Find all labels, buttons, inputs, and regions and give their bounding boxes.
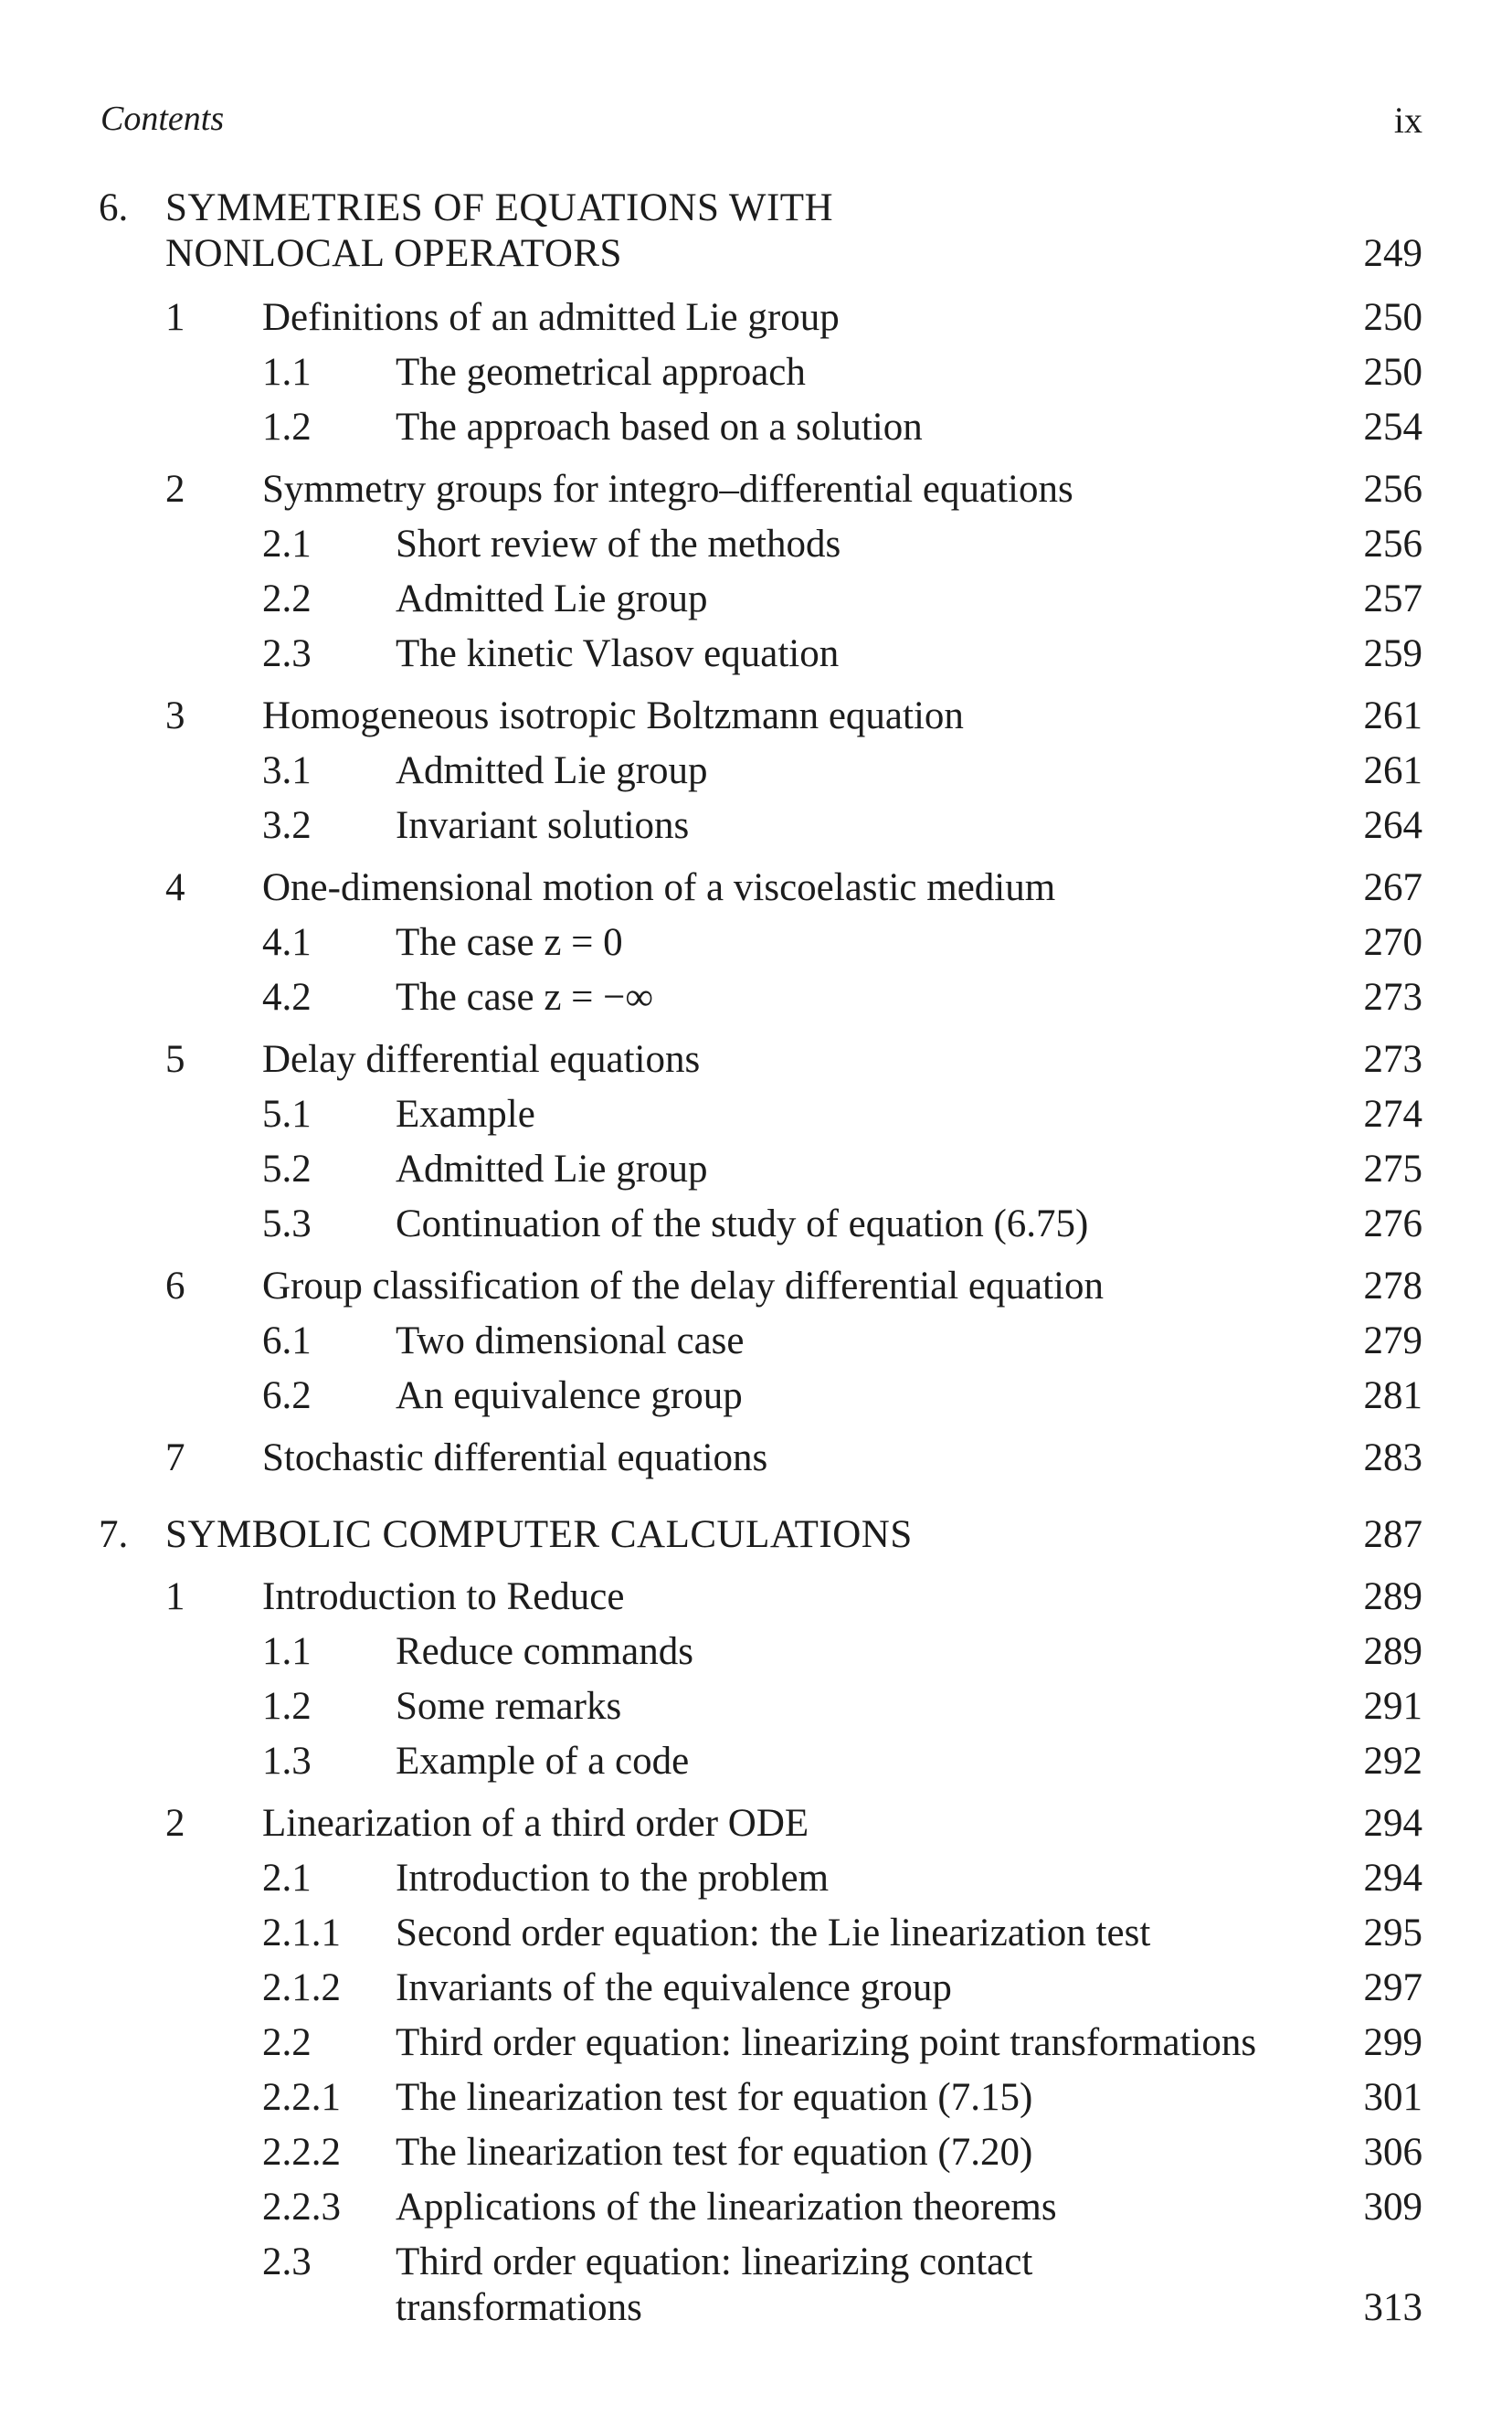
subsection-number: 2.1 xyxy=(262,1857,312,1900)
subsection-page: 273 xyxy=(1363,976,1422,1019)
subsection-number: 1.2 xyxy=(262,1685,312,1728)
subsection-page: 254 xyxy=(1363,406,1422,449)
subsection-number: 5.2 xyxy=(262,1148,312,1191)
subsection-number: 5.3 xyxy=(262,1202,312,1245)
section-number: 5 xyxy=(165,1038,185,1081)
subsection-page: 264 xyxy=(1363,804,1422,847)
subsection-page: 274 xyxy=(1363,1093,1422,1136)
subsection-title: The linearization test for equation (7.15) xyxy=(396,2076,1033,2119)
section-title: Group classification of the delay differential equation xyxy=(262,1265,1104,1308)
subsection-number: 3.1 xyxy=(262,749,312,792)
chapter-page: 287 xyxy=(1363,1513,1422,1556)
subsection-title: Example of a code xyxy=(396,1740,690,1783)
section-page: 267 xyxy=(1363,866,1422,909)
subsection-title: Two dimensional case xyxy=(396,1319,745,1362)
toc-entry-6-5-3 xyxy=(0,1197,1512,1252)
subsection-page: 313 xyxy=(1363,2286,1422,2329)
subsection-page: 297 xyxy=(1363,1966,1422,2009)
subsection-title: The kinetic Vlasov equation xyxy=(396,632,840,675)
section-title: Linearization of a third order ODE xyxy=(262,1802,809,1845)
subsection-title: Continuation of the study of equation (6.75) xyxy=(396,1202,1089,1245)
subsection-page: 301 xyxy=(1363,2076,1422,2119)
subsection-title: Invariant solutions xyxy=(396,804,690,847)
subsection-page: 299 xyxy=(1363,2021,1422,2064)
toc-entry-7-2-1 xyxy=(0,1851,1512,1906)
section-page: 283 xyxy=(1363,1436,1422,1479)
toc-entry-6-3-2 xyxy=(0,799,1512,853)
toc-entry-6-7 xyxy=(0,1431,1512,1486)
subsection-title: Introduction to the problem xyxy=(396,1857,830,1900)
chapter-title: SYMMETRIES OF EQUATIONS WITH xyxy=(165,186,834,229)
toc-entry-6-4-2 xyxy=(0,970,1512,1025)
subsection-page: 289 xyxy=(1363,1630,1422,1673)
subsection-title: The geometrical approach xyxy=(396,351,806,394)
subsection-page: 294 xyxy=(1363,1857,1422,1900)
section-page: 278 xyxy=(1363,1265,1422,1308)
subsection-page: 259 xyxy=(1363,632,1422,675)
section-number: 3 xyxy=(165,694,185,737)
toc-entry-6-1-1 xyxy=(0,345,1512,400)
subsection-number: 2.2 xyxy=(262,577,312,620)
toc-entry-7-2-2-3 xyxy=(0,2180,1512,2235)
subsection-page: 292 xyxy=(1363,1740,1422,1783)
subsection-title: Invariants of the equivalence group xyxy=(396,1966,952,2009)
toc-entry-6-2-3 xyxy=(0,627,1512,682)
subsection-title: Third order equation: linearizing point transformations xyxy=(396,2021,1257,2064)
toc-entry-6-6-2 xyxy=(0,1369,1512,1424)
subsection-number: 2.2 xyxy=(262,2021,312,2064)
subsection-number: 1.3 xyxy=(262,1740,312,1783)
toc-entry-6-1-2 xyxy=(0,400,1512,455)
chapter-page: 249 xyxy=(1363,232,1422,275)
toc-entry-7-1-1 xyxy=(0,1625,1512,1679)
subsection-page: 270 xyxy=(1363,921,1422,964)
chapter-number: 7. xyxy=(99,1513,129,1556)
toc-entry-6-4-1 xyxy=(0,916,1512,970)
subsection-title: The approach based on a solution xyxy=(396,406,923,449)
subsection-title: Third order equation: linearizing contact xyxy=(396,2240,1033,2283)
subsection-page: 295 xyxy=(1363,1912,1422,1954)
toc-entry-6-5 xyxy=(0,1033,1512,1087)
toc-entry-6-6 xyxy=(0,1259,1512,1314)
toc-entry-6-5-2 xyxy=(0,1142,1512,1197)
section-page: 289 xyxy=(1363,1575,1422,1618)
toc-entry-7-2-2-1 xyxy=(0,2071,1512,2125)
subsection-page: 276 xyxy=(1363,1202,1422,1245)
toc-entry-7-2-2-2 xyxy=(0,2125,1512,2180)
subsection-number: 2.2.1 xyxy=(262,2076,341,2119)
section-title: Delay differential equations xyxy=(262,1038,701,1081)
subsection-number: 1.1 xyxy=(262,1630,312,1673)
subsection-number: 2.2.2 xyxy=(262,2131,341,2174)
subsection-number: 1.1 xyxy=(262,351,312,394)
subsection-number: 2.3 xyxy=(262,2240,312,2283)
subsection-title: The case z = 0 xyxy=(396,921,623,964)
toc-entry-7-2-1-2 xyxy=(0,1961,1512,2016)
subsection-page: 257 xyxy=(1363,577,1422,620)
subsection-title: The case z = −∞ xyxy=(396,976,654,1019)
section-title: Introduction to Reduce xyxy=(262,1575,625,1618)
subsection-number: 3.2 xyxy=(262,804,312,847)
section-title: Symmetry groups for integro–differential equations xyxy=(262,468,1073,511)
toc-entry-7-1-3 xyxy=(0,1734,1512,1789)
section-title: One-dimensional motion of a viscoelastic medium xyxy=(262,866,1056,909)
subsection-title: The linearization test for equation (7.20) xyxy=(396,2131,1033,2174)
chapter-title: NONLOCAL OPERATORS xyxy=(165,232,622,275)
subsection-number: 1.2 xyxy=(262,406,312,449)
subsection-page: 281 xyxy=(1363,1374,1422,1417)
subsection-title: Some remarks xyxy=(396,1685,622,1728)
section-number: 6 xyxy=(165,1265,185,1308)
subsection-page: 275 xyxy=(1363,1148,1422,1191)
page-number: ix xyxy=(1393,100,1422,141)
subsection-page: 291 xyxy=(1363,1685,1422,1728)
section-number: 4 xyxy=(165,866,185,909)
toc-entry-6-2 xyxy=(0,462,1512,517)
toc-entry-6-6-1 xyxy=(0,1314,1512,1369)
subsection-title: Reduce commands xyxy=(396,1630,693,1673)
chapter-6-heading-cont xyxy=(0,227,1512,281)
toc-entry-7-1 xyxy=(0,1570,1512,1625)
subsection-page: 256 xyxy=(1363,523,1422,566)
toc-entry-6-3 xyxy=(0,689,1512,744)
chapter-7-heading xyxy=(0,1508,1512,1562)
running-header-title: Contents xyxy=(100,100,225,138)
subsection-title: Short review of the methods xyxy=(396,523,841,566)
section-title: Homogeneous isotropic Boltzmann equation xyxy=(262,694,964,737)
chapter-number: 6. xyxy=(99,186,129,229)
section-number: 1 xyxy=(165,296,185,339)
subsection-title: An equivalence group xyxy=(396,1374,743,1417)
toc-entry-7-2-2 xyxy=(0,2016,1512,2071)
section-page: 256 xyxy=(1363,468,1422,511)
subsection-number: 4.2 xyxy=(262,976,312,1019)
section-page: 294 xyxy=(1363,1802,1422,1845)
toc-entry-6-2-2 xyxy=(0,572,1512,627)
section-number: 2 xyxy=(165,1802,185,1845)
subsection-number: 2.3 xyxy=(262,632,312,675)
subsection-title: Admitted Lie group xyxy=(396,1148,708,1191)
toc-entry-7-2-1-1 xyxy=(0,1906,1512,1961)
chapter-title: SYMBOLIC COMPUTER CALCULATIONS xyxy=(165,1513,913,1556)
subsection-page: 279 xyxy=(1363,1319,1422,1362)
subsection-number: 2.1.2 xyxy=(262,1966,341,2009)
toc-entry-6-3-1 xyxy=(0,744,1512,799)
section-title: Stochastic differential equations xyxy=(262,1436,768,1479)
subsection-title: Admitted Lie group xyxy=(396,577,708,620)
toc-entry-7-2 xyxy=(0,1796,1512,1851)
section-title: Definitions of an admitted Lie group xyxy=(262,296,840,339)
subsection-number: 6.2 xyxy=(262,1374,312,1417)
subsection-page: 261 xyxy=(1363,749,1422,792)
section-number: 7 xyxy=(165,1436,185,1479)
toc-entry-6-4 xyxy=(0,861,1512,916)
subsection-page: 309 xyxy=(1363,2186,1422,2229)
subsection-number: 6.1 xyxy=(262,1319,312,1362)
subsection-title: Example xyxy=(396,1093,535,1136)
toc-entry-7-2-3-cont xyxy=(0,2281,1512,2335)
subsection-title: Applications of the linearization theorems xyxy=(396,2186,1057,2229)
toc-entry-7-1-2 xyxy=(0,1679,1512,1734)
subsection-page: 306 xyxy=(1363,2131,1422,2174)
subsection-number: 2.2.3 xyxy=(262,2186,341,2229)
section-page: 261 xyxy=(1363,694,1422,737)
subsection-title: transformations xyxy=(396,2286,642,2329)
subsection-title: Admitted Lie group xyxy=(396,749,708,792)
toc-entry-6-2-1 xyxy=(0,517,1512,572)
section-number: 2 xyxy=(165,468,185,511)
subsection-number: 2.1.1 xyxy=(262,1912,341,1954)
toc-entry-6-5-1 xyxy=(0,1087,1512,1142)
toc-entry-6-1 xyxy=(0,291,1512,345)
subsection-number: 2.1 xyxy=(262,523,312,566)
section-page: 250 xyxy=(1363,296,1422,339)
subsection-number: 5.1 xyxy=(262,1093,312,1136)
subsection-page: 250 xyxy=(1363,351,1422,394)
subsection-title: Second order equation: the Lie linearization test xyxy=(396,1912,1151,1954)
section-page: 273 xyxy=(1363,1038,1422,1081)
section-number: 1 xyxy=(165,1575,185,1618)
subsection-number: 4.1 xyxy=(262,921,312,964)
